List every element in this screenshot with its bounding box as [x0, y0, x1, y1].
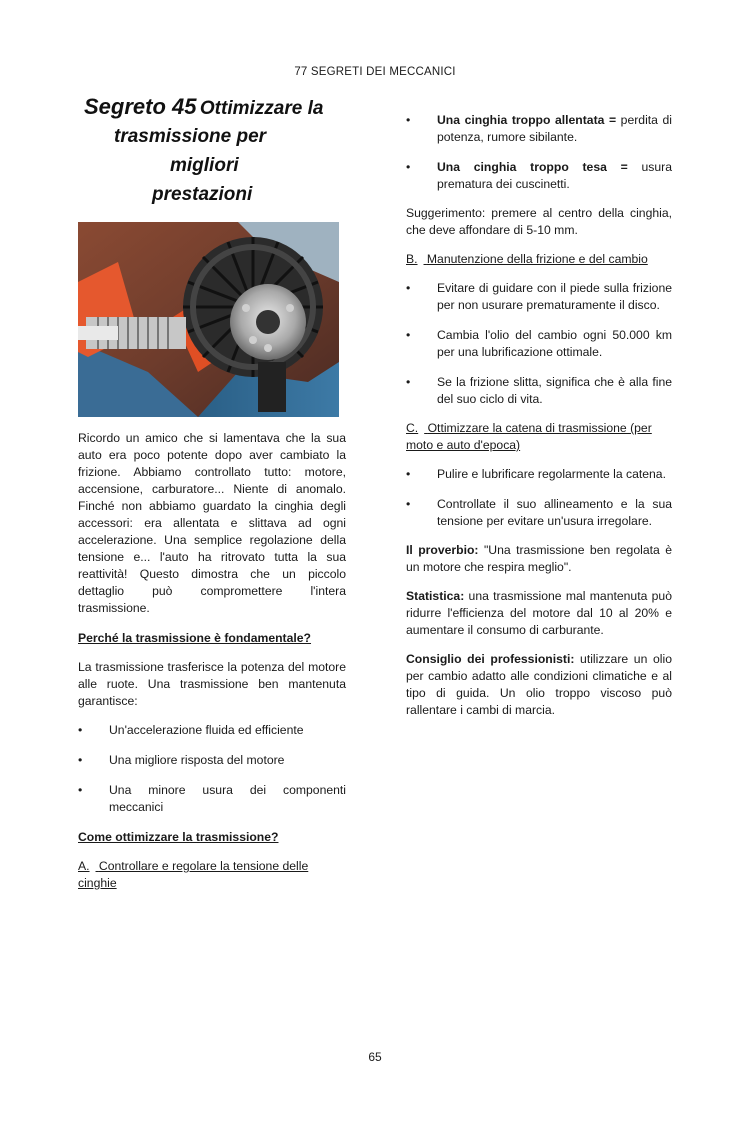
transmission-cutaway-photo: [78, 222, 339, 417]
list-item: • Un'accelerazione fluida ed efficiente: [78, 723, 304, 737]
clutch-bullet-list: [406, 280, 672, 408]
title-line-3: migliori: [170, 155, 239, 176]
statistic-paragraph: Statistica: una trasmissione mal mantenuta può ridurre l'efficienza del motore dal 10 al 20% e aumentare il consumo di carburante.: [406, 589, 672, 637]
subsection-c-heading: [406, 420, 672, 454]
list-item: • Evitare di guidare con il piede sulla frizione per non usurare prematuramente il disco.: [406, 281, 672, 312]
list-item: • Una migliore risposta del motore: [78, 753, 285, 767]
running-header: 77 SEGRETI DEI MECCANICI: [294, 66, 456, 78]
section-title: [78, 94, 346, 220]
belt-bullet-list: [406, 112, 672, 193]
bullet-icon: •: [406, 113, 411, 127]
subsection-title: Controllare e regolare la tensione delle cinghie: [78, 859, 309, 890]
bullet-icon: •: [406, 160, 411, 174]
bullet-icon: •: [78, 753, 83, 767]
secret-number: Segreto 45: [84, 94, 197, 119]
page-number: 65: [368, 1050, 382, 1064]
bullet-icon: •: [406, 467, 411, 481]
subsection-a-heading: [78, 858, 346, 892]
subsection-b-heading: [406, 251, 672, 268]
bullet-icon: •: [78, 783, 83, 797]
subsection-letter: C.: [406, 421, 419, 435]
list-item: • Una cinghia troppo allentata = perdita di potenza, rumore sibilante.: [406, 113, 672, 144]
intro-paragraph: Ricordo un amico che si lamentava che la sua auto era poco potente dopo aver cambiato la frizione. Abbiamo controllato tutto: motore, accensione, carburatore... Niente di anomalo. Finché non abbiamo guardato la cinghia degli accessori: era allentata e slittava ad ogni accelerazione. Una semplice regolazione della tensione e... l'auto ha ritrovato tutta la sua reattività! Questo dimostra che un piccolo dettaglio può compromettere l'intera trasmissione.: [78, 431, 346, 615]
bullet-icon: •: [406, 328, 411, 342]
chain-bullet-list: [406, 466, 672, 530]
bullet-icon: •: [78, 723, 83, 737]
bullet-icon: •: [406, 281, 411, 295]
list-item: • Controllate il suo allineamento e la sua tensione per evitare un'usura irregolare.: [406, 497, 672, 528]
pro-tip-paragraph: Consiglio dei professionisti: utilizzare un olio per cambio adatto alle condizioni climatiche e al tipo di guida. Un olio troppo viscoso può rallentare i cambi di marcia.: [406, 652, 672, 717]
why-heading: Perché la trasmissione è fondamentale?: [78, 631, 312, 645]
title-text-1: Ottimizzare la: [199, 98, 324, 119]
list-item: • Pulire e lubrificare regolarmente la catena.: [406, 467, 666, 481]
left-column: [78, 94, 346, 892]
subsection-letter: B.: [406, 252, 418, 266]
list-item: • Cambia l'olio del cambio ogni 50.000 km per una lubrificazione ottimale.: [406, 328, 672, 359]
subsection-letter: A.: [78, 859, 90, 873]
why-paragraph: La trasmissione trasferisce la potenza del motore alle ruote. Una trasmissione ben mantenuta garantisce:: [78, 660, 346, 708]
bullet-icon: •: [406, 497, 411, 511]
why-bullet-list: [78, 722, 346, 816]
list-item: • Una cinghia troppo tesa = usura prematura dei cuscinetti.: [406, 160, 672, 191]
how-heading: Come ottimizzare la trasmissione?: [78, 830, 279, 844]
list-item: • Una minore usura dei componenti meccanici: [78, 783, 346, 814]
subsection-title: Manutenzione della frizione e del cambio: [426, 252, 648, 266]
subsection-title: Ottimizzare la catena di trasmissione (per moto e auto d'epoca): [406, 421, 652, 452]
title-line-2: trasmissione per: [114, 126, 267, 147]
list-item: • Se la frizione slitta, significa che è alla fine del suo ciclo di vita.: [406, 375, 672, 406]
tip-paragraph: Suggerimento: premere al centro della cinghia, che deve affondare di 5-10 mm.: [406, 206, 672, 237]
proverb-paragraph: Il proverbio: "Una trasmissione ben regolata è un motore che respira meglio".: [406, 543, 672, 574]
title-line-1: [84, 94, 324, 119]
bullet-icon: •: [406, 375, 411, 389]
right-column: [406, 100, 672, 719]
title-line-4: prestazioni: [152, 184, 253, 205]
